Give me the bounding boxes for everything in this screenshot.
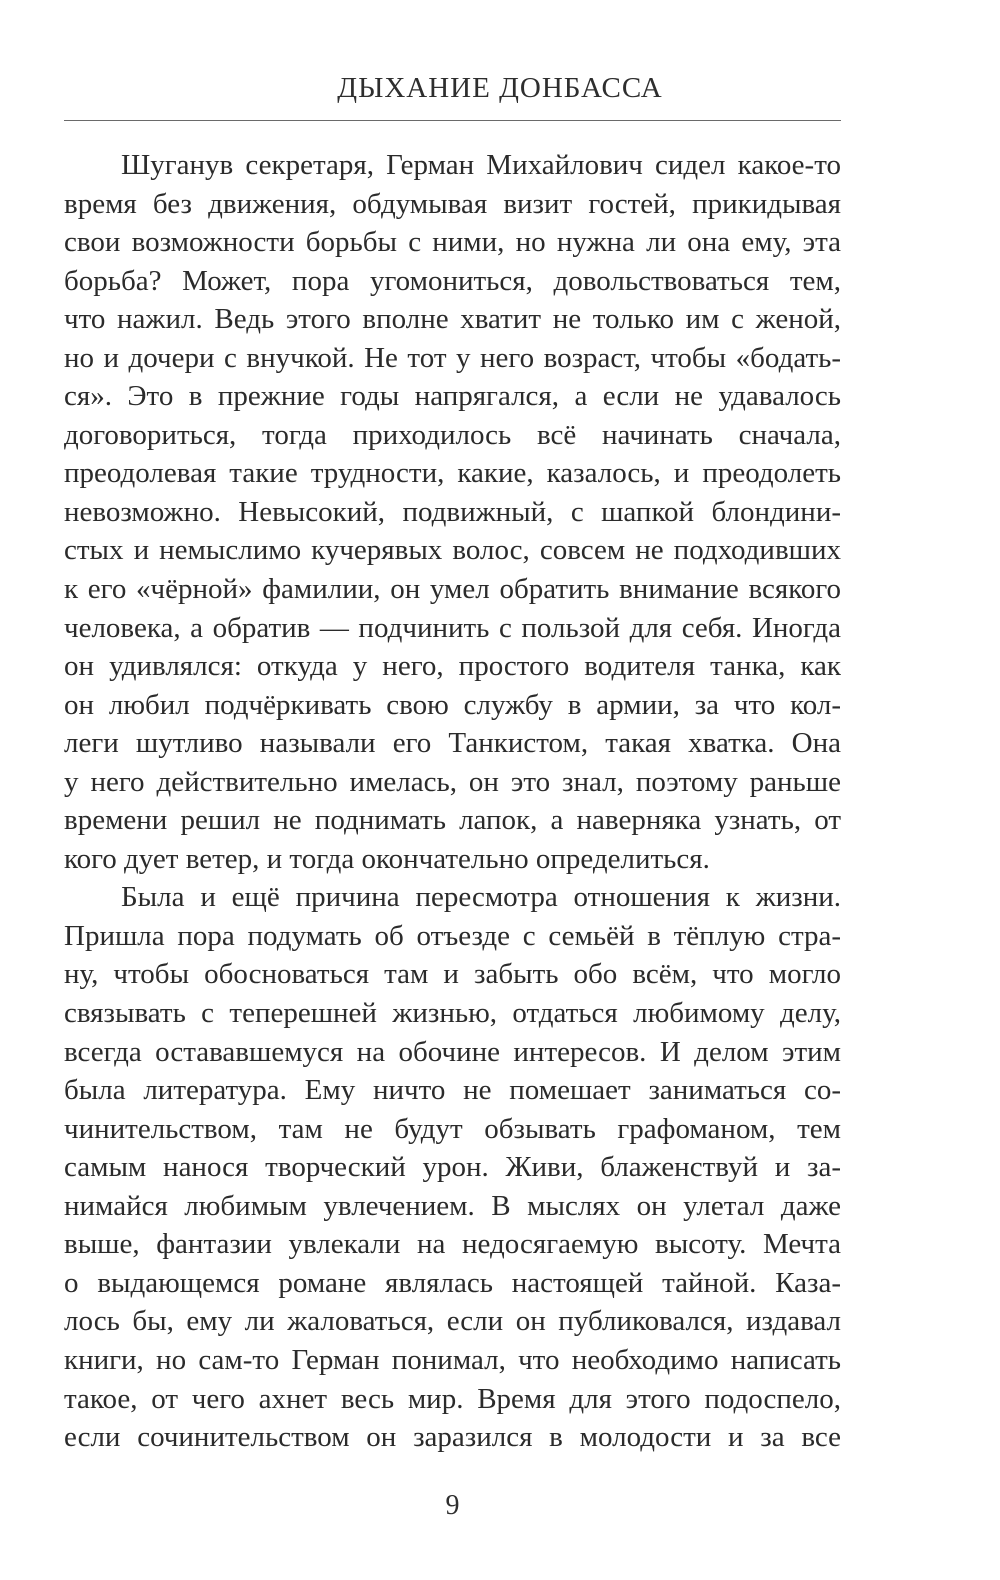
header-rule [64,120,841,121]
text-line: у него действительно имелась, он это знал, поэтому раньше [64,765,841,798]
text-line: лось бы, ему ли жаловаться, если он публиковался, издавал [64,1305,841,1338]
text-line: борьба? Может, пора угомониться, довольствоваться тем, [64,264,841,297]
text-line: он любил подчёркивать свою службу в армии, за что кол- [64,688,841,721]
text-line: к его «чёрной» фамилии, он умел обратить внимание всякого [64,573,841,606]
text-line: времени решил не поднимать лапок, а наверняка узнать, от [64,804,841,837]
text-line: всегда остававшемуся на обочине интересов. И делом этим [64,1035,841,1068]
body-text [64,146,841,1457]
text-line: что нажил. Ведь этого вполне хватит не только им с женой, [64,303,841,336]
text-line: кого дует ветер, и тогда окончательно определиться. [64,842,710,875]
text-line: время без движения, обдумывая визит гостей, прикидывая [64,187,841,220]
text-line: Шуганув секретаря, Герман Михайлович сидел какое-то [121,149,841,181]
page-number: 9 [445,1490,460,1521]
text-line: ся». Это в прежние годы напрягался, а если не удавалось [64,380,841,413]
text-line: чинительством, там не будут обзывать графоманом, тем [64,1112,841,1145]
text-line: он удивлялся: откуда у него, простого водителя танка, как [64,650,841,683]
text-line: книги, но сам-то Герман понимал, что необходимо написать [64,1343,841,1376]
text-line: выше, фантазии увлекали на недосягаемую высоту. Мечта [64,1228,841,1261]
text-line: если сочинительством он заразился в молодости и за все [64,1421,841,1454]
text-line: договориться, тогда приходилось всё начинать сначала, [64,418,841,451]
text-line: но и дочери с внучкой. Не тот у него возраст, чтобы «бодать- [64,341,841,374]
text-line: связывать с теперешней жизнью, отдаться любимому делу, [64,997,841,1030]
text-line: была литература. Ему ничто не помешает заниматься со- [64,1074,841,1107]
text-line: леги шутливо называли его Танкистом, такая хватка. Она [64,727,841,760]
text-line: Пришла пора подумать об отъезде с семьёй в тёплую стра- [64,919,841,952]
running-head-title: ДЫХАНИЕ ДОНБАССА [337,72,663,104]
text-line: человека, а обратив — подчинить с пользой для себя. Иногда [64,611,841,644]
text-line: о выдающемся романе являлась настоящей тайной. Каза- [64,1266,841,1299]
text-line: такое, от чего ахнет весь мир. Время для этого подоспело, [64,1382,841,1415]
text-line: ну, чтобы обосноваться там и забыть обо всём, что могло [64,958,841,991]
text-line: стых и немыслимо кучерявых волос, совсем не подходивших [64,534,841,567]
text-line: Была и ещё причина пересмотра отношения к жизни. [121,881,841,914]
text-line: самым нанося творческий урон. Живи, блаженствуй и за- [64,1151,841,1184]
text-line: нимайся любимым увлечением. В мыслях он улетал даже [64,1189,841,1222]
text-line: преодолевая такие трудности, какие, казалось, и преодолеть [64,457,841,490]
text-line: невозможно. Невысокий, подвижный, с шапкой блондини- [64,495,841,528]
text-line: свои возможности борьбы с ними, но нужна ли она ему, эта [64,226,841,259]
